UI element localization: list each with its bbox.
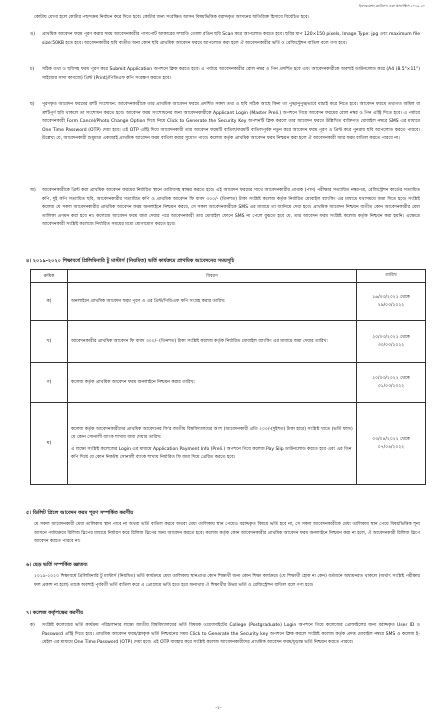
row-number: ঘ) bbox=[31, 403, 68, 485]
row-date: ১৬/০৩/২০২২ থেকে ২৯/০৩/২০২২ bbox=[357, 283, 426, 321]
table-row bbox=[31, 363, 426, 403]
page-number: -২- bbox=[215, 706, 222, 711]
list-item bbox=[30, 31, 420, 48]
item-text: পূরণকৃত আবেদন ফরমের ত্রুটি সংশোধন: আবেদনকারীকে তার প্রাথমিক আবেদন ফরমে প্রদর্শিত সকল তথ্য ও ছবি সঠিক আছে কিনা তা পুঙ্খানুপুঙ্খভাবে যাচাই করে নিতে হবে। আবেদন ফরমে তথ্যগত অমিল বা ত্রুটিপূর্ণ ছবি থাকলে তা সংশোধন করতে হবে। আবেদন ফরম সংশোধনের জন্য আবেদনকারীকে Applicant Login (Master Preli.) অপশনে গিয়ে আবেদন ফরমের রোল নম্বর ও পিন এন্ট্রি দিতে হবে। এ পর্যায়ে আবেদনকারী Form Cancel/Photo Change Option দিয়ে নিয়ে Click to Generate the Security Key অপশনটি ক্লিক করলে তার আবেদন ফরমে উল্লিখিত ব্যক্তিগত মোবাইল নম্বরে SMS এর মাধ্যমে One Time Password (OTP) দেয়া হবে। এই OTP এন্ট্রি দিয়ে আবেদনকারী তার আবেদন ফরমটি বাতিল/ফরমটি বাতিলপূর্বক নতুন করে আবেদন ফরম পূরণ ও প্রিন্ট করে পুনরায় ছবি আপলোড করতে পারবে। উল্লেখ্য যে, আবেদনকারী শুধুমাত্র একবারই প্রাথমিক আবেদন ফরম বাতিল করার সুযোগ পাবে। কলেজ কর্তৃক প্রাথমিক আবেদন ফরম নিশ্চয়ন করা হলে ঐ আবেদনকারী আর ফরম বাতিল করতে পারবে না। bbox=[42, 102, 420, 142]
row-number: খ) bbox=[31, 321, 68, 363]
table-header-row bbox=[31, 270, 426, 283]
row-description: কলেজ কর্তৃক প্রাথমিক আবেদন ফরম অনলাইনে নিশ্চয়ন করার তারিখ: bbox=[68, 363, 357, 403]
item-text: সঠিক তথ্য ও ছবিসহ ফরম পূরণ করে Submit Application অপশনে ক্লিক করতে হবে। এ পর্যায়ে আবেদনকারীর রোল নম্বর ও পিন প্রদর্শিত হবে এবং আবেদনকারীকে অবশ্যই ডাউনলোড করে (A4 (8.5"×11") সাইজের সাদা কাগজে) প্রিন্ট (Print)/পিডিএফ কপি সংরক্ষণ করতে হবে। bbox=[42, 67, 420, 81]
admission-info-paragraph: ২০১৯-২০২০ শিক্ষাবর্ষে প্রিলিমিনারি টু মাস্টার্স (নিয়মিত) ভর্তি কার্যক্রমে মেধা তালিকায় স্থানপ্রাপ্ত কোন শিক্ষার্থী অন্য কোন শিক্ষা কার্যক্রমে (যে শিক্ষার্থী হোক না কেন) বর্তমানে অধ্যয়নরত থাকলে (অর্থাৎ সংশ্লিষ্ট পরীক্ষার ফল প্রকাশ না হলে) তাকে অবশ্যই পূর্ববর্তী ভর্তি বাতিল করে এ প্রোগ্রামে ভর্তি হতে হবে অন্যথায় ঐ শিক্ষার্থীর উভয় ভর্তি ও রেজিস্ট্রেশন বাতিল বলে গণ্য হবে। bbox=[34, 574, 420, 588]
row-description: কলেজ কর্তৃক আবেদনকারীদের প্রাথমিক আবেদনের ফি'র জাতীয় বিশ্ববিদ্যালয়ের অংশ (আবেদনকারী প্রতি ২০০/-(দুইশত) টাকা হারে) সংশ্লিষ্ট খাতে (ভর্তি ফান্ড) যে কোন সোনালী ব্যাংক শাখায় জমা দেয়ার তারিখ: bbox=[71, 426, 353, 440]
item-marker: চ) bbox=[30, 67, 35, 72]
row-description-cell bbox=[68, 403, 357, 485]
continuation-paragraph: কোটায় যোগ্য হলে কোটার পছন্দক্রম নির্বাচন করে দিতে হবে। কোটার জন্য সংরক্ষিত আসন বিষয়ভিত্তিক বরাদ্দকৃত আসনের অতিরিক্ত হিসাবে বিবেচিত হবে। bbox=[34, 15, 310, 20]
list-item bbox=[30, 622, 420, 648]
schedule-table bbox=[30, 269, 426, 485]
running-header: ইনফরমেশন ক্যাটালগ এবং প্রসপেক্টাস ২০১৯-২০ bbox=[359, 4, 425, 8]
college-duties-section-title: ৭। কলেজ কর্তৃপক্ষের করণীয় bbox=[26, 610, 84, 616]
row-number: ক) bbox=[31, 283, 68, 321]
item-text: আবেদনকারীকে প্রিন্ট করা প্রাথমিক আবেদন ফরমের নির্ধারিত স্থানে তারিখসহ স্বাক্ষর করতে হবে। এই আবেদন ফরমের সাথে আবেদনকারীর প্রাপ্তক (পাস) পরীক্ষার সত্যায়িত নম্বরপত্র, রেজিস্ট্রেশন কার্ডের সত্যায়িত কপি, দুই কপি সত্যায়িত ছবি, আবেদনকারীর সত্যায়িত কপি ও প্রাথমিক আবেদন ফি বাবদ ৩০০/- (তিনশত) টাকা সংশ্লিষ্ট কলেজ কর্তৃক নির্ধারিত মোবাইল ব্যাংকিং এর মাধ্যমে যথাসময়ে জমা দিতে হবে। সংশ্লিষ্ট কলেজ যে সকল আবেদনকারীর প্রাথমিক আবেদন ফরম অনলাইনে নিশ্চয়ন করবে, সে সকল আবেদনকারীকে SMS এর মাধ্যমে তা জানিয়ে দেয়া হবে। প্রাথমিক আবেদন নিশ্চয়ন ব্যতীত কোন আবেদনকারীর মেধা তালিকা প্রণয়ন করা হবে না। কলেজে আবেদন ফরম জমা দেয়ার পরে আবেদনকারী তার মোবাইল ফোনে SMS না পেলে বুঝতে হবে যে, তার আবেদন ফরম সংশ্লিষ্ট কলেজ কর্তৃক নিশ্চয়ন করা হয়নি। এক্ষেত্রে আবেদনকারী সংশ্লিষ্ট কলেজে নির্ধারিত সময়ের মধ্যে যোগাযোগ করতে হবে। bbox=[42, 188, 420, 228]
row-date: ০৩/০৪/২০২২ থেকে ০৭/০৪/২০২২ bbox=[357, 403, 426, 485]
item-marker: ছ) bbox=[30, 102, 35, 107]
item-marker: জ) bbox=[30, 188, 36, 193]
admission-info-section-title: ৬। ছেড় ভর্তি সম্পর্কিত জ্ঞাতব্য bbox=[26, 562, 88, 568]
item-text: সংশ্লিষ্ট কলেজের ভর্তি কার্যক্রম পরিচালনার লক্ষ্যে জাতীয় বিশ্ববিদ্যালয়ের ভর্তি বিষয়ক ওয়েবসাইটের College (Postgraduate) Login অপশনে গিয়ে কলেজের প্রোফাইলের জন্য বরাদ্দকৃত User ID ও Password এন্ট্রি দিতে হবে। প্রাথমিক আবেদন ফরম/ফ্রাকৃক ভর্তি নিশ্চয়নের সময় Click to Generate the Security key অপশনে ক্লিক করলে সংশ্লিষ্ট কলেজ কর্তৃক প্রদত্ত মোবাইল নম্বরে SMS ও কলেজ ই-মেইল এর মাধ্যমে One Time Password (OTP) দেয়া হবে। এই OTP ব্যবহার করে সংশ্লিষ্ট কলেজ আবেদনকারীদের প্রাথমিক আবেদন ফরম/চূড়ান্ত ভর্তি নিশ্চয়ন করতে পারবে। bbox=[42, 623, 420, 646]
row-description: অনলাইনে প্রাথমিক আবেদন ফরম পূরণ ও এর প্রিন্ট/পিডিএফ কপি সংগ্রহ করার তারিখ: bbox=[68, 283, 357, 321]
table-row bbox=[31, 403, 426, 485]
row-number: গ) bbox=[31, 363, 68, 403]
list-item bbox=[30, 101, 420, 144]
item-marker: ঙ) bbox=[30, 32, 36, 37]
column-header: তারিখ bbox=[357, 270, 426, 283]
payment-info-note: এ লক্ষ্যে সংশ্লিষ্ট কলেজের Login এর মাধ্যমে Application Payment Info (Preli.) অপশনে গিয়ে কলেজ Pay Slip ডাউনলোড করতে হবে এবং এর তিন কপি দিয়ে যে কোন নিকটস্থ সোনালী ব্যাংক শাখায় নির্ধারিত ফি জমা দিয়ে প্রেরিত করতে হবে। bbox=[71, 446, 352, 460]
row-description: আবেদনকারীর প্রাথমিক আবেদন ফি বাবদ ৩০০/- (তিনশত) টাকা সংশ্লিষ্ট কলেজ কর্তৃক নির্ধারিত মোবাইল ব্যাংকিং এর মাধ্যমে জমা দেয়ার তারিখ: bbox=[68, 321, 357, 363]
item-text: প্রাথমিক আবেদন ফরম পূরণ করার সময় আবেদনকারীর পাসপোর্ট আকারের সম্প্রতি তোলা রঙিন ছবি Scan করে আপলোড করতে হবে। ছবির মাপ 120×150 pixels, Image Type: jpg এবং maximum file size:50KB হতে হবে। আবেদনকারীর ছবি ব্যতীত অন্য কোন ছবি প্রাথমিক আবেদন ফরমে আপলোড করা হলে ঐ আবেদনকারীর ভর্তি ও রেজিস্ট্রেশন বাতিল বলে গণ্য হবে। bbox=[42, 32, 420, 46]
table-row bbox=[31, 283, 426, 321]
release-slip-section-title: ৫। ডিলিট প্রিলে আবেদন ফরম পূরণ সম্পর্কিত করণীয় bbox=[26, 510, 134, 516]
release-slip-paragraph: যে সকল আবেদনকারী মেধা তালিকায় স্থান পাবে না অথবা ভর্তি বাতিল করবে অথবা মেধা তালিকায় স্থান পেয়েও বরাদ্দকৃত বিষয়ে ভর্তি হবে না, সে সকল আবেদনকারীকে মেধা তালিকায় স্থান পেয়ে বিষয়ভিত্তিক শূন্য আসনে পর্যায়ক্রমে রিলিজ স্লিপের মাধ্যমে নির্ধারণ করে রিলিজ স্লিপের জন্য আবেদন করতে হবে। কলেজ কর্তৃক কোন আবেদনকারীর প্রাথমিক আবেদন ফরম অনলাইনে নিশ্চয়ন করা না হলে, ঐ আবেদনকারী রিলিজ স্লিপে আবেদন করতে পারবে না। bbox=[34, 522, 420, 545]
schedule-section-title: ৪। ২০১৯-২০২০ শিক্ষাবর্ষে প্রিলিমিনারি টু মাস্টার্স (নিয়মিত) ভর্তি কার্যক্রমে প্রাথমিক আবেদনের সময়সূচি bbox=[26, 258, 235, 264]
list-item bbox=[30, 66, 420, 83]
column-header: বিবরণ bbox=[68, 270, 357, 283]
list-item bbox=[30, 187, 420, 230]
column-header: ক্রমিক bbox=[31, 270, 68, 283]
row-date: ২০/০৩/২০২২ থেকে ৩০/০৩/২০২২ bbox=[357, 321, 426, 363]
row-date: ২০/০৩/২০২২ থেকে ৩১/০৩/২০২২ bbox=[357, 363, 426, 403]
table-row bbox=[31, 321, 426, 363]
item-marker: ক) bbox=[30, 623, 35, 628]
